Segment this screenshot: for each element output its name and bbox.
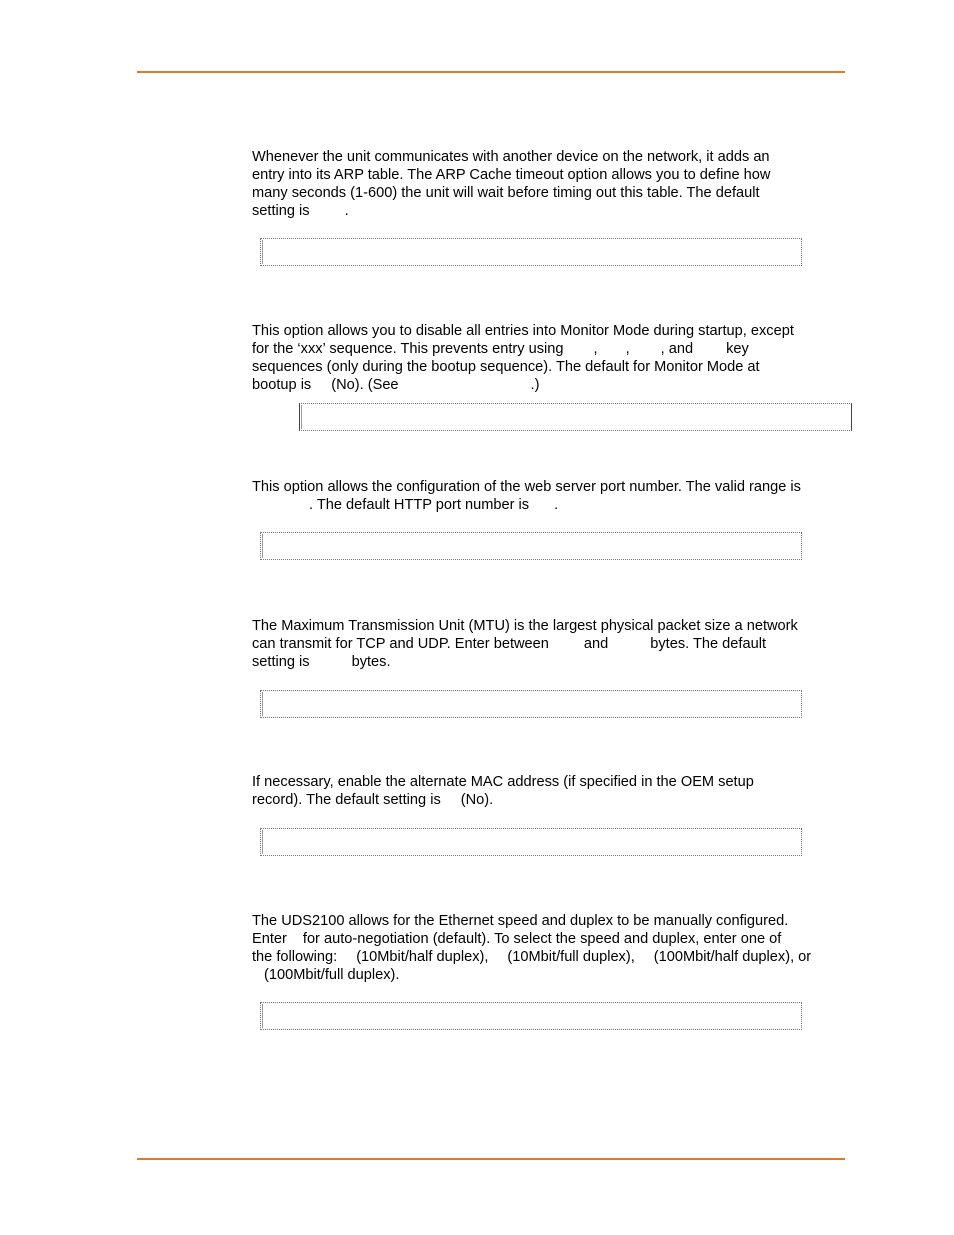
monitor-line-4 — [252, 376, 847, 394]
speed-following: the following: — [252, 949, 338, 965]
mtu-paragraph — [252, 617, 847, 671]
speed-100-half: (100Mbit/half duplex), or — [653, 949, 812, 965]
monitor-line-2-text: for the ‘xxx’ sequence. This prevents entry using — [252, 341, 564, 357]
speed-100-full: (100Mbit/full duplex). — [264, 967, 400, 983]
http-port-paragraph — [252, 478, 847, 514]
alternate-mac-paragraph — [252, 773, 847, 809]
speed-line-4 — [252, 966, 847, 984]
mtu-line-1: The Maximum Transmission Unit (MTU) is the largest physical packet size a network — [252, 618, 798, 634]
monitor-comma-2: , — [625, 341, 630, 357]
http-line-1: This option allows the configuration of the web server port number. The valid range is — [252, 479, 801, 495]
monitor-mode-paragraph — [252, 322, 847, 394]
monitor-line-2 — [252, 340, 847, 358]
mtu-and: and — [583, 636, 609, 652]
mtu-bytes: bytes. — [351, 654, 391, 670]
speed-line-3 — [252, 948, 847, 966]
ethernet-speed-paragraph — [252, 912, 847, 984]
mtu-line-2 — [252, 635, 847, 653]
header-rule — [137, 71, 845, 73]
arp-line-1: Whenever the unit communicates with another device on the network, it adds an — [252, 149, 770, 165]
monitor-mode-prompt-box — [299, 403, 852, 431]
mtu-setting-label: setting is — [252, 654, 310, 670]
mac-no: (No). — [460, 792, 494, 808]
ethernet-speed-prompt-box — [260, 1002, 802, 1030]
monitor-close-paren: .) — [530, 377, 540, 393]
monitor-line-3: sequences (only during the bootup sequence). The default for Monitor Mode at — [252, 359, 760, 375]
http-line-2 — [252, 496, 847, 514]
monitor-key: key — [726, 341, 749, 357]
arp-cache-prompt-box — [260, 238, 802, 266]
monitor-line-1: This option allows you to disable all entries into Monitor Mode during startup, except — [252, 323, 794, 339]
mtu-line-3 — [252, 653, 847, 671]
arp-line-2: entry into its ARP table. The ARP Cache timeout option allows you to define how — [252, 167, 771, 183]
mtu-bytes-default: bytes. The default — [650, 636, 766, 652]
http-default-text: . The default HTTP port number is — [309, 497, 530, 513]
alternate-mac-prompt-box — [260, 828, 802, 856]
monitor-no-see: (No). (See — [331, 377, 399, 393]
monitor-and: , and — [660, 341, 694, 357]
arp-line-4 — [252, 202, 847, 220]
speed-10-full: (10Mbit/full duplex), — [507, 949, 635, 965]
footer-rule — [137, 1158, 845, 1160]
arp-line-3: many seconds (1-600) the unit will wait before timing out this table. The default — [252, 185, 760, 201]
monitor-comma-1: , — [593, 341, 598, 357]
arp-period: . — [344, 203, 349, 219]
speed-10-half: (10Mbit/half duplex), — [356, 949, 489, 965]
speed-auto-text: for auto-negotiation (default). To select the speed and duplex, enter one of — [302, 931, 782, 947]
mtu-between-text: can transmit for TCP and UDP. Enter between — [252, 636, 549, 652]
arp-setting-label: setting is — [252, 203, 310, 219]
arp-cache-paragraph — [252, 148, 847, 220]
mac-default-text: record). The default setting is — [252, 792, 441, 808]
speed-line-1: The UDS2100 allows for the Ethernet speed and duplex to be manually configured. — [252, 913, 789, 929]
mac-line-2 — [252, 791, 847, 809]
mac-line-1: If necessary, enable the alternate MAC address (if specified in the OEM setup — [252, 774, 754, 790]
http-port-prompt-box — [260, 532, 802, 560]
mtu-prompt-box — [260, 690, 802, 718]
http-period: . — [554, 497, 559, 513]
speed-line-2 — [252, 930, 847, 948]
monitor-bootup-label: bootup is — [252, 377, 312, 393]
speed-enter: Enter — [252, 931, 287, 947]
